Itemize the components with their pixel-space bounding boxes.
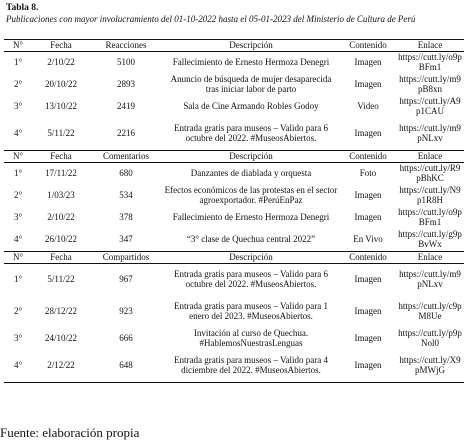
column-header-number: N° (4, 40, 32, 52)
cell-content-type: Imagen (354, 333, 382, 344)
column-header-description: Descripción (162, 252, 340, 264)
cell-metric: 5100 (117, 57, 135, 68)
cell-link[interactable]: https://cutt.ly/N9p1R8H (399, 185, 461, 205)
cell-metric: 967 (119, 274, 133, 285)
column-header-link: Enlace (396, 40, 464, 52)
table-title: Tabla 8. (6, 3, 39, 13)
cell-number: 2° (13, 190, 23, 201)
table-row (4, 74, 464, 96)
cell-number: 4° (4, 350, 32, 383)
cell-content-type: Video (357, 101, 379, 112)
cell-link[interactable]: https://cutt.ly/o9pBFm1 (398, 52, 462, 72)
cell-metric: 2419 (117, 101, 135, 112)
cell-date: 20/10/22 (44, 79, 77, 90)
cell-description: Danzantes de diablada y orquesta (190, 168, 312, 179)
column-header-description: Descripción (162, 40, 340, 52)
table-row (4, 118, 464, 151)
column-header-date: Fecha (32, 151, 90, 163)
cell-number: 1° (13, 57, 23, 68)
table-row (4, 328, 464, 350)
cell-date: 1/03/23 (47, 190, 75, 201)
cell-link[interactable]: https://cutt.ly/o9pBFm1 (398, 207, 462, 227)
cell-content-type: Imagen (354, 79, 382, 90)
cell-link[interactable]: https://cutt.ly/m9pB8xn (399, 74, 461, 94)
cell-description: Entrada gratis para museos – Valido para 1 enero del 2023. #MuseosAbiertos. (173, 301, 329, 321)
cell-number: 1° (13, 168, 23, 179)
column-header-content-type: Contenido (340, 40, 396, 52)
cell-content-type: Imagen (354, 274, 382, 285)
cell-date: 2/10/22 (47, 57, 75, 68)
column-header-metric: Compartidos (90, 252, 162, 264)
source-note: Fuente: elaboración propia (0, 425, 140, 440)
cell-link[interactable]: https://cutt.ly/m9pNLxv (399, 123, 461, 143)
header-row (4, 252, 464, 264)
cell-description: “3° clase de Quechua central 2022” (186, 234, 316, 245)
cell-link[interactable]: https://cutt.ly/X9pMWjG (396, 350, 464, 383)
cell-content-type: Imagen (354, 190, 382, 201)
cell-metric: 923 (119, 306, 133, 317)
cell-number: 4° (13, 128, 23, 139)
cell-number: 2° (13, 306, 23, 317)
column-header-metric: Reacciones (90, 40, 162, 52)
cell-metric: 347 (119, 234, 133, 245)
column-header-number: N° (4, 252, 32, 264)
column-header-date: Fecha (32, 40, 90, 52)
cell-date: 13/10/22 (44, 101, 77, 112)
cell-description: Efectos económicos de las protestas en el sector agroexportador. #PerúEnPaz (164, 185, 338, 205)
column-header-link: Enlace (396, 252, 464, 264)
table-row (4, 185, 464, 207)
table-row (4, 229, 464, 252)
cell-description: Fallecimiento de Ernesto Hermoza Denegri (172, 57, 330, 68)
column-header-content-type: Contenido (340, 151, 396, 163)
cell-date: 24/10/22 (44, 333, 77, 344)
table-row (4, 207, 464, 229)
cell-content-type: Imagen (354, 128, 382, 139)
cell-date: 5/11/22 (47, 274, 75, 285)
header-row (4, 40, 464, 52)
engagement-table (4, 39, 464, 383)
cell-date: 26/10/22 (44, 234, 77, 245)
cell-date: 28/12/22 (44, 306, 77, 317)
table-row (4, 163, 464, 186)
cell-content-type: Foto (359, 168, 377, 179)
cell-link[interactable]: https://cutt.ly/A9p1CAU (399, 96, 461, 116)
cell-number: 3° (13, 333, 23, 344)
cell-metric: 2893 (117, 79, 135, 90)
cell-metric: 2216 (117, 128, 135, 139)
table-row (4, 52, 464, 75)
table-subtitle: Publicaciones con mayor involucramiento del 01-10-2022 hasta el 05-01-2023 del Ministerio de Cultura de Perú (6, 14, 416, 24)
cell-link[interactable]: https://cutt.ly/R9pBhKC (399, 163, 461, 183)
cell-date: 2/10/22 (47, 212, 75, 223)
column-header-date: Fecha (32, 252, 90, 264)
cell-metric: 648 (90, 350, 162, 383)
cell-description: Sala de Cine Armando Robles Godoy (183, 101, 319, 112)
cell-link[interactable]: https://cutt.ly/c9pM8Ue (398, 301, 462, 321)
header-row (4, 151, 464, 163)
cell-content-type: Imagen (354, 306, 382, 317)
cell-date: 17/11/22 (45, 168, 77, 179)
cell-metric: 680 (119, 168, 133, 179)
cell-metric: 378 (119, 212, 133, 223)
cell-link[interactable]: https://cutt.ly/p9pNol0 (398, 328, 462, 348)
column-header-metric: Comentarios (90, 151, 162, 163)
cell-description: Entrada gratis para museos – Valido para 6 octubre del 2022. #MuseosAbiertos. (173, 269, 329, 289)
column-header-number: N° (4, 151, 32, 163)
cell-description: Entrada gratis para museos – Valido para 4 diciembre del 2022. #MuseosAbiertos. (162, 350, 340, 383)
column-header-description: Descripción (162, 151, 340, 163)
cell-content-type: Imagen (354, 212, 382, 223)
column-header-content-type: Contenido (340, 252, 396, 264)
table-row (4, 296, 464, 328)
cell-link[interactable]: https://cutt.ly/m9pNLxv (399, 269, 461, 289)
cell-metric: 666 (119, 333, 133, 344)
table-row (4, 350, 464, 383)
cell-date: 2/12/22 (32, 350, 90, 383)
cell-number: 1° (13, 274, 23, 285)
cell-number: 3° (13, 101, 23, 112)
cell-date: 5/11/22 (47, 128, 75, 139)
cell-content-type: Imagen (354, 57, 382, 68)
cell-content-type: Imagen (340, 350, 396, 383)
cell-description: Entrada gratis para museos – Valido para 6 octubre del 2022. #MuseosAbiertos. (173, 123, 329, 143)
cell-number: 3° (13, 212, 23, 223)
cell-description: Fallecimiento de Ernesto Hermoza Denegri (172, 212, 330, 223)
cell-description: Anuncio de búsqueda de mujer desaparecida tras iniciar labor de parto (170, 74, 332, 94)
cell-metric: 534 (119, 190, 133, 201)
cell-content-type: En Vivo (353, 234, 383, 245)
table-row (4, 264, 464, 297)
cell-number: 4° (13, 234, 23, 245)
column-header-link: Enlace (396, 151, 464, 163)
cell-description: Invitación al curso de Quechua. #HablemosNuestrasLenguas (193, 328, 309, 348)
table-row (4, 96, 464, 118)
cell-link[interactable]: https://cutt.ly/g9pBvWx (398, 229, 462, 249)
cell-number: 2° (13, 79, 23, 90)
